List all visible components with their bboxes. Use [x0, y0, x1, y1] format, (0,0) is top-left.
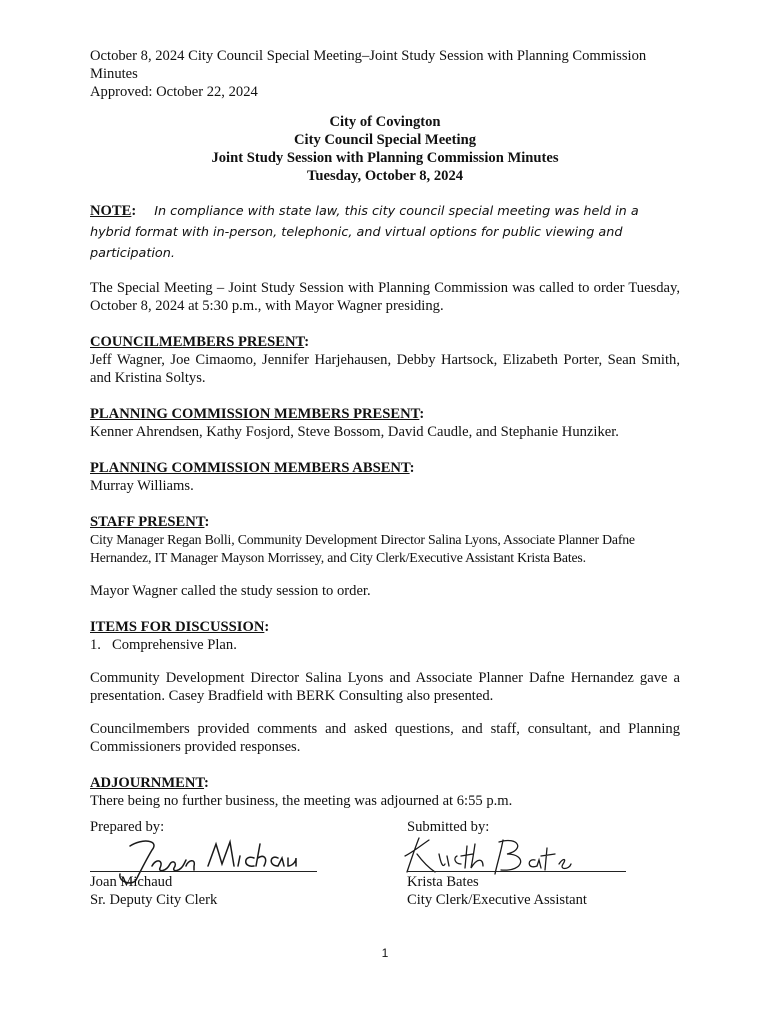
- planning-absent-list: Murray Williams.: [90, 478, 194, 494]
- planning-present-section: PLANNING COMMISSION MEMBERS PRESENT: Kenner Ahrendsen, Kathy Fosjord, Steve Bossom, David Caudle, and Stephanie Hunziker.: [90, 405, 680, 441]
- item-number: 1.: [90, 637, 101, 653]
- presentation-paragraph: Community Development Director Salina Lyons and Associate Planner Dafne Hernandez gave a presentation. Casey Bradfield with BERK Consulting also presented.: [90, 670, 680, 704]
- staff-present-heading: STAFF PRESENT: [90, 514, 205, 530]
- title-block: [90, 113, 680, 185]
- minutes-document: [90, 47, 680, 810]
- meeting-date: Tuesday, October 8, 2024: [306, 168, 464, 184]
- councilmembers-present-list: Jeff Wagner, Joe Cimaomo, Jennifer Harjehausen, Debby Hartsock, Elizabeth Porter, Sean Smith, and Kristina Soltys.: [90, 352, 680, 386]
- meeting-type: City Council Special Meeting: [293, 132, 476, 148]
- staff-present-list: City Manager Regan Bolli, Community Development Director Salina Lyons, Associate Planner Dafne Hernandez, IT Manager Mayson Morrissey, and City Clerk/Executive Assistant Krista Bates.: [90, 532, 635, 565]
- study-session-call: Mayor Wagner called the study session to order.: [90, 583, 371, 599]
- list-item: [90, 636, 680, 654]
- city-name: City of Covington: [329, 114, 441, 130]
- session-title: Joint Study Session with Planning Commission Minutes: [211, 150, 559, 166]
- header-line-2: Minutes: [90, 66, 138, 82]
- staff-present-section: STAFF PRESENT: City Manager Regan Bolli, Community Development Director Salina Lyons, Associate Planner Dafne Hernandez, IT Manager Mayson Morrissey, and City Clerk/Executive Assistant Krista Bates.: [90, 513, 680, 567]
- adjournment-heading: ADJOURNMENT: [90, 775, 205, 791]
- items-for-discussion-heading: ITEMS FOR DISCUSSION: [90, 619, 265, 635]
- submitted-title: City Clerk/Executive Assistant: [407, 892, 587, 908]
- planning-present-list: Kenner Ahrendsen, Kathy Fosjord, Steve Bossom, David Caudle, and Stephanie Hunziker.: [90, 424, 619, 440]
- adjournment-text: There being no further business, the meeting was adjourned at 6:55 p.m.: [90, 793, 513, 809]
- item-text: Comprehensive Plan.: [112, 637, 237, 653]
- councilmembers-present-heading: COUNCILMEMBERS PRESENT: [90, 334, 305, 350]
- note-label: NOTE: [90, 203, 132, 219]
- submitted-by-label: Submitted by:: [407, 819, 490, 835]
- adjournment-section: ADJOURNMENT: There being no further business, the meeting was adjourned at 6:55 p.m.: [90, 774, 680, 810]
- planning-absent-section: PLANNING COMMISSION MEMBERS ABSENT: Murray Williams.: [90, 459, 680, 495]
- planning-present-heading: PLANNING COMMISSION MEMBERS PRESENT: [90, 406, 420, 422]
- prepared-by-label: Prepared by:: [90, 819, 165, 835]
- submitted-signature-line: [407, 871, 626, 872]
- note-colon: :: [131, 203, 137, 219]
- signature-area: [90, 818, 680, 918]
- page-number: 1: [381, 946, 389, 960]
- prepared-signature-line: [90, 871, 317, 872]
- header-line-1: October 8, 2024 City Council Special Meeting–Joint Study Session with Planning Commission: [90, 48, 647, 64]
- submitted-by-block: [407, 818, 667, 908]
- items-for-discussion-section: ITEMS FOR DISCUSSION: 1. Comprehensive Plan.: [90, 618, 680, 654]
- note-paragraph: [90, 201, 680, 264]
- comments-paragraph: Councilmembers provided comments and asked questions, and staff, consultant, and Planning Commissioners provided responses.: [90, 721, 680, 755]
- prepared-name: Joan Michaud: [90, 874, 173, 890]
- councilmembers-present-section: COUNCILMEMBERS PRESENT: Jeff Wagner, Joe Cimaomo, Jennifer Harjehausen, Debby Hartsock, Elizabeth Porter, Sean Smith, and Kristina Soltys.: [90, 334, 680, 386]
- document-header: [90, 47, 680, 101]
- submitted-name: Krista Bates: [407, 874, 479, 890]
- prepared-by-block: [90, 818, 350, 908]
- call-to-order: The Special Meeting – Joint Study Session with Planning Commission was called to order Tuesday, October 8, 2024 at 5:30 p.m., with Mayor Wagner presiding.: [90, 280, 680, 314]
- prepared-title: Sr. Deputy City Clerk: [90, 892, 218, 908]
- approved-date: Approved: October 22, 2024: [90, 84, 258, 100]
- planning-absent-heading: PLANNING COMMISSION MEMBERS ABSENT: [90, 460, 410, 476]
- note-text: In compliance with state law, this city council special meeting was held in a hybrid format with in-person, telephonic, and virtual options for public viewing and participation.: [90, 204, 639, 261]
